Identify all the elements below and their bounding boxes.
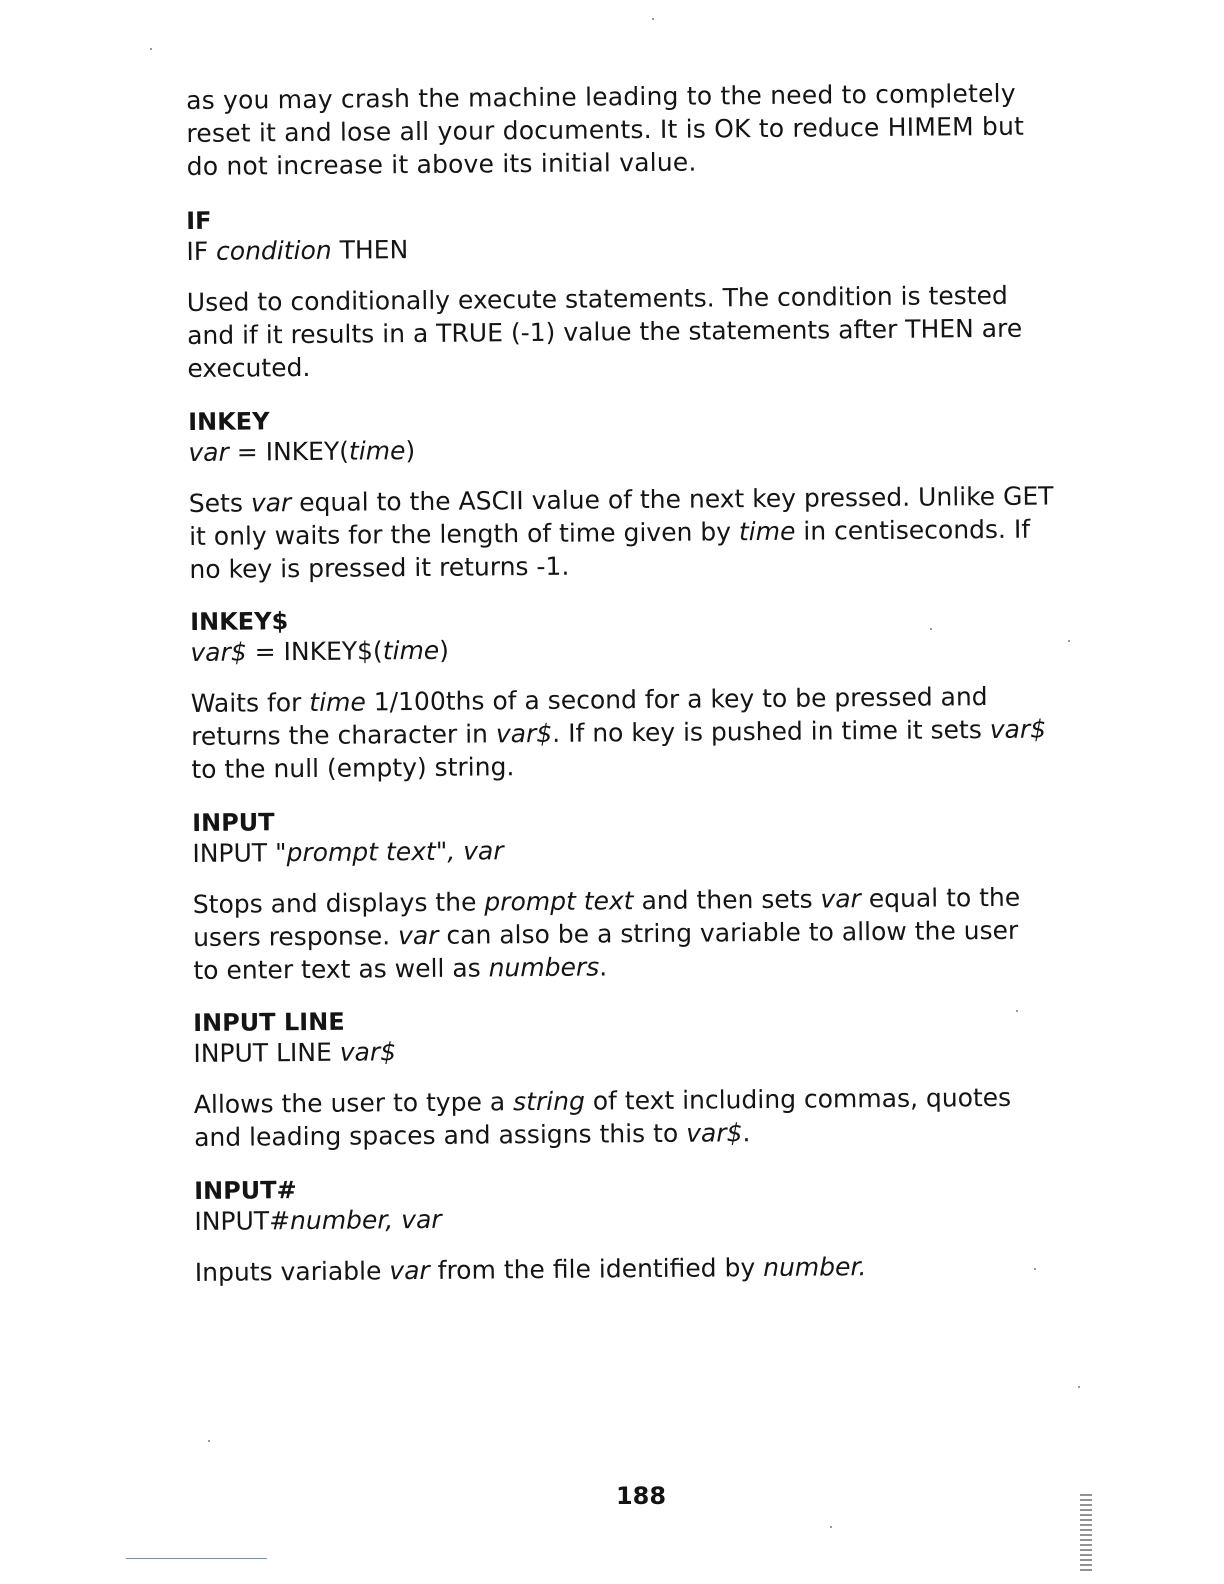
entry-title: IF [186, 206, 212, 235]
entry-description: Inputs variable var from the file identified by number. [194, 1252, 867, 1287]
intro-line: as you may crash the machine leading to the need to completely [186, 78, 1016, 115]
scan-speck [930, 628, 932, 630]
entry-syntax: var = INKEY(time) [188, 436, 416, 467]
entry-description: Used to conditionally execute statements. The condition is tested and if it results in a TRUE (-1) value the statements after THEN are executed. [186, 280, 1023, 383]
scan-speck [1078, 1386, 1080, 1388]
scan-speck [1016, 1010, 1018, 1012]
entry-inkey-dollar [190, 599, 1082, 786]
page-number: 188 [615, 1482, 667, 1510]
entry-syntax: var$ = INKEY$(time) [190, 635, 450, 667]
entry-syntax: INPUT "prompt text", var [192, 836, 504, 868]
scan-line-artifact [126, 1558, 267, 1559]
entry-input [192, 800, 1084, 987]
page-edge-artifact [1080, 1494, 1092, 1574]
entry-description: Stops and displays the prompt text and then sets var equal to the users response. var can also be a string variable to allow the user to enter text as well as numbers. [192, 882, 1021, 985]
scan-speck [208, 1440, 210, 1442]
entry-input-line [193, 1000, 1084, 1154]
scan-speck [150, 48, 152, 50]
entry-title: INKEY [188, 407, 270, 436]
intro-line: reset it and lose all your documents. It is OK to reduce HIMEM but [186, 111, 1025, 148]
entry-description: Sets var equal to the ASCII value of the next key pressed. Unlike GET it only waits for the length of time given by time in centiseconds. If no key is pressed it returns -1. [188, 481, 1054, 584]
entry-if [186, 198, 1078, 385]
scan-speck [1034, 1268, 1036, 1270]
entry-title: INPUT LINE [193, 1007, 345, 1037]
entry-input-hash [194, 1168, 1085, 1289]
entry-inkey [188, 399, 1080, 586]
scan-speck [1068, 640, 1070, 642]
entry-title: INPUT# [194, 1176, 297, 1205]
scan-speck [830, 1526, 832, 1528]
entry-syntax: IF condition THEN [186, 235, 409, 266]
entry-title: INKEY$ [190, 607, 289, 636]
intro-line: do not increase it above its initial value. [186, 147, 697, 181]
entry-title: INPUT [192, 808, 275, 837]
scan-speck [652, 18, 654, 20]
entry-syntax: INPUT#number, var [194, 1204, 442, 1236]
entry-description: Waits for time 1/100ths of a second for a key to be pressed and returns the character in var$. If no key is pushed in time it sets var$ to the null (empty) string. [190, 682, 1047, 784]
entry-syntax: INPUT LINE var$ [193, 1037, 397, 1068]
entry-description: Allows the user to type a string of text including commas, quotes and leading spaces and assigns this to var$. [193, 1082, 1012, 1152]
intro-paragraph [186, 76, 1077, 183]
